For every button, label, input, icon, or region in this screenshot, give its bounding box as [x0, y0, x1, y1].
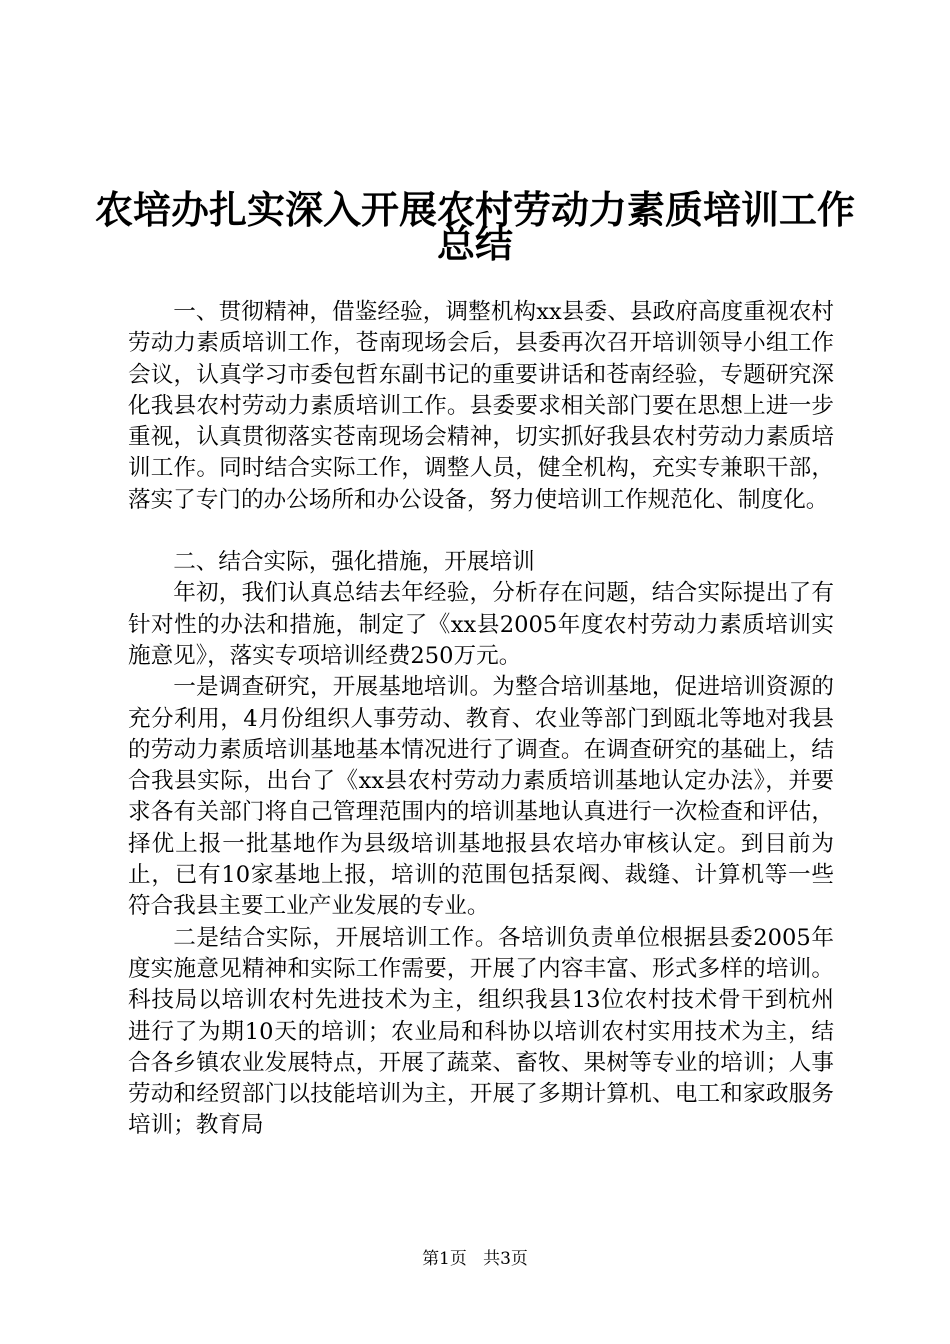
document-title-line1: 农培办扎实深入开展农村劳动力素质培训工作 — [94, 187, 855, 232]
document-body — [128, 297, 834, 1142]
page-footer — [0, 1244, 950, 1269]
paragraph-1: 一、贯彻精神，借鉴经验，调整机构xx县委、县政府高度重视农村劳动力素质培训工作，苍南现场会后，县委再次召开培训领导小组工作会议，认真学习市委包哲东副书记的重要讲话和苍南经验，专题研究深化我县农村劳动力素质培训工作。县委要求相关部门要在思想上进一步重视，认真贯彻落实苍南现场会精神，切实抓好我县农村劳动力素质培训工作。同时结合实际工作，调整人员，健全机构，充实专兼职干部，落实了专门的办公场所和办公设备，努力使培训工作规范化、制度化。 — [128, 299, 834, 513]
section-heading-2: 二、结合实际，强化措施，开展培训 — [173, 549, 535, 576]
paragraph-3: 一是调查研究，开展基地培训。为整合培训基地，促进培训资源的充分利用，4月份组织人事劳动、教育、农业等部门到瓯北等地对我县的劳动力素质培训基地基本情况进行了调查。在调查研究的基础上，结合我县实际，出台了《xx县农村劳动力素质培训基地认定办法》，并要求各有关部门将自己管理范围内的培训基地认真进行一次检查和评估，择优上报一批基地作为县级培训基地报县农培办审核认定。到目前为止，已有10家基地上报，培训的范围包括泵阀、裁缝、计算机等一些符合我县主要工业产业发展的专业。 — [128, 674, 834, 920]
page-number: 第1页 — [422, 1249, 467, 1269]
document-title-line2: 总结 — [436, 221, 513, 266]
paragraph-2: 年初，我们认真总结去年经验，分析存在问题，结合实际提出了有针对性的办法和措施，制定了《xx县2005年度农村劳动力素质培训实施意见》，落实专项培训经费250万元。 — [128, 580, 834, 669]
page-total: 共3页 — [483, 1249, 528, 1269]
paragraph-4: 二是结合实际，开展培训工作。各培训负责单位根据县委2005年度实施意见精神和实际工作需要，开展了内容丰富、形式多样的培训。科技局以培训农村先进技术为主，组织我县13位农村技术骨干到杭州进行了为期10天的培训；农业局和科协以培训农村实用技术为主，结合各乡镇农业发展特点，开展了蔬菜、畜牧、果树等专业的培训；人事劳动和经贸部门以技能培训为主，开展了多期计算机、电工和家政服务培训；教育局 — [128, 924, 834, 1139]
